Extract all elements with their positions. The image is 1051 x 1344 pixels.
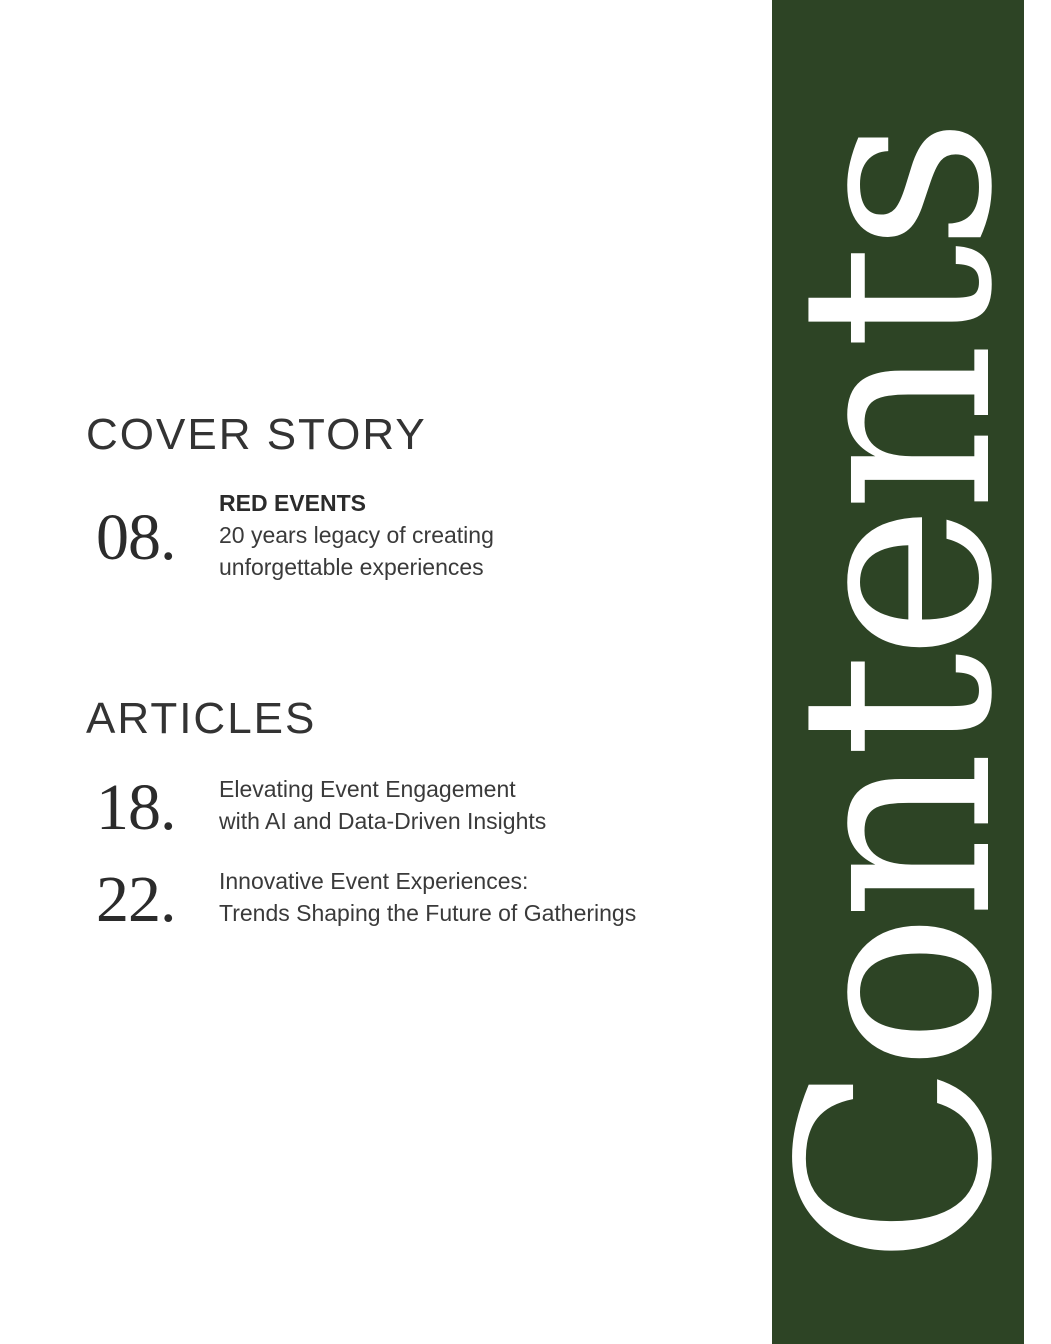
entry-description — [219, 487, 494, 583]
articles-heading: ARTICLES — [86, 694, 317, 743]
entry-line: Innovative Event Experiences: — [219, 868, 529, 894]
contents-title: Contents — [744, 124, 1051, 1266]
page-number: 08. — [96, 501, 176, 574]
entry-line: with AI and Data-Driven Insights — [219, 808, 547, 834]
entry-line: Elevating Event Engagement — [219, 776, 516, 802]
entry-title: RED EVENTS — [219, 490, 366, 516]
entry-line: Trends Shaping the Future of Gatherings — [219, 900, 637, 926]
entry-line: 20 years legacy of creating — [219, 522, 494, 548]
cover-story-heading: COVER STORY — [86, 410, 427, 459]
entry-description — [219, 865, 636, 929]
entry-description — [219, 773, 546, 837]
entry-line: unforgettable experiences — [219, 554, 484, 580]
page-number: 22. — [96, 863, 176, 936]
contents-sidebar — [744, 0, 1051, 1344]
page-number: 18. — [96, 771, 176, 844]
